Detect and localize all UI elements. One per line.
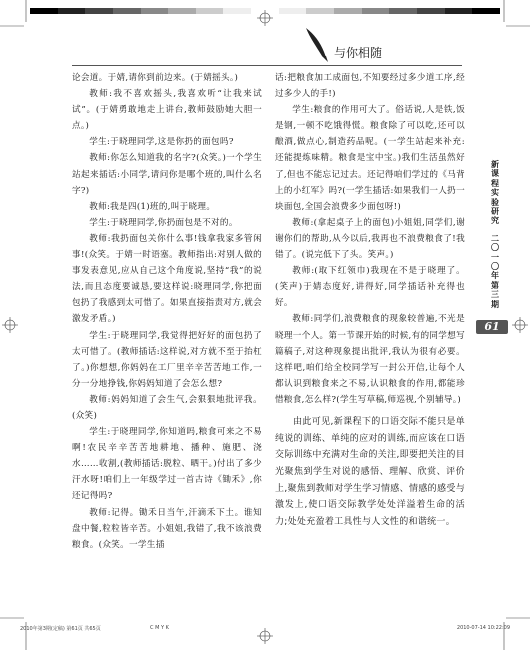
print-footer — [20, 625, 510, 632]
left-column — [72, 70, 262, 553]
journal-sidebar-title — [488, 160, 502, 309]
paragraph: 学生:于晓理同学,我觉得把好好的面包扔了太可惜了。(教师插话:这样说,对方就不至于抬杠了。)你想想,你妈妈在工厂里辛辛苦苦地工作,一分一分地挣钱,你妈妈知道了会怎么想? — [72, 330, 262, 389]
footer-left: 2010年第3期(定稿) 第61页 共65页 — [20, 626, 101, 632]
sidebar-char: 第 — [491, 280, 499, 290]
sidebar-char: 期 — [491, 299, 499, 309]
sidebar-char: 实 — [491, 188, 499, 198]
paragraph: 学生:于晓理同学,这是你扔的面包吗? — [89, 137, 234, 148]
paragraph: 教师:记得。锄禾日当午,汗滴禾下土。谁知盘中餐,粒粒皆辛苦。小姐姐,我错了,我不该浪费粮食。(众笑。一学生插 — [72, 507, 262, 550]
sidebar-char: 年 — [491, 271, 499, 281]
paragraph: 论会道。于婧,请你到前边来。(于婧摇头。) — [72, 73, 239, 83]
sidebar-char — [488, 226, 502, 234]
paragraph: 教师:妈妈知道了会生气,会狠狠地批评我。(众笑) — [72, 394, 262, 421]
sidebar-char: 课 — [491, 169, 499, 179]
sidebar-char: 究 — [491, 216, 499, 226]
paragraph: 教师:我不喜欢摇头,我喜欢听“让我来试试”。(于婧勇敢地走上讲台,教师鼓励她大胆一点。) — [72, 89, 262, 132]
footer-color-marks: C M Y K — [150, 625, 169, 631]
brush-pen-icon — [302, 26, 334, 64]
paragraph: 话:把粮食加工成面包,不知要经过多少道工序,经过多少人的手!) — [275, 73, 465, 100]
sidebar-char: 一 — [491, 252, 499, 262]
sidebar-char: 研 — [491, 207, 499, 217]
footer-timestamp: 2010-07-14 10:22:09 — [456, 625, 510, 631]
right-column — [275, 70, 465, 531]
paragraph: 教师:(拿起桌子上的面包)小姐姐,同学们,谢谢你们的帮助,从今以后,我再也不浪费粮食了!我错了。(说完低下了头。笑声。) — [275, 217, 465, 261]
paragraph: 教师:我是四(1)班的,叫于晓理。 — [89, 201, 216, 212]
paragraph: 教师:(取下红领巾)我现在不是于晓理了。(笑声)于婧态度好,讲得好,同学插话补充得也好。 — [275, 266, 465, 309]
paragraph: 学生:于晓理同学,你扔面包是不对的。 — [89, 217, 238, 228]
page-number: 61 — [476, 320, 508, 334]
paragraph: 学生:粮食的作用可大了。俗话说,人是铁,饭是钢,一顿不吃饿得慌。粮食除了可以吃,还可以酿酒,做点心,制造药品呢。(一学生站起来补充:还能提炼味精。粮食是宝中宝。)我们生活虽然好了,但也不能忘记过去。还记得咱们学过的《马背上的小红军》吗?(一学生插话:如果我们一人扔一块面包,全国会浪费多少面包呀!) — [275, 105, 465, 212]
paragraph: 教师:你怎么知道我的名字?(众笑。)一个学生站起来插话:小同学,请问你是哪个班的,叫什么名字?) — [72, 153, 262, 196]
sidebar-char: 〇 — [491, 243, 499, 253]
sidebar-char: 二 — [491, 233, 499, 243]
paragraph: 学生:于晓理同学,你知道吗,粮食可来之不易啊!农民辛辛苦苦地耕地、播种、施肥、浇水……收割,(教师插话:脱粒、晒干。)付出了多少汗水呀!咱们上一年级学过一首古诗《锄禾》,你还记得吗? — [72, 427, 262, 502]
paragraph: 由此可见,新课程下的口语交际不能只是单纯说的训练、单纯的应对的训练,而应该在口语交际训练中充满对生命的关注,即要把关注的目光聚焦到学生对说的感悟、理解、欣赏、评价上,聚焦到教师对学生学习情感、情感的感受与激发上,使口语交际教学处处洋溢着生命的活力;处处充盈着工具性与人文性的和谐统一。 — [275, 416, 465, 528]
page-header — [72, 40, 462, 66]
paragraph: 教师:我扔面包关你什么事!钱拿我家多管闲事!(众笑。于婧一时语塞。教师指出:对别人做的事发表意见,应从自己这个角度说,坚持“我”的说法,而且态度要诚恳,要这样说:晓理同学,你把面包扔了我感到太可惜了。如果直接指责对方,就会激发矛盾。) — [72, 233, 262, 325]
sidebar-char: 新 — [491, 160, 499, 169]
sidebar-char: 三 — [491, 290, 499, 300]
header-rule — [72, 65, 462, 66]
sidebar-char: 程 — [491, 178, 499, 188]
paragraph: 教师:同学们,浪费粮食的现象较普遍,不光是晓理一个人。第一节课开始的时候,有的同学想写篇稿子,对这种现象提出批评,我认为很有必要。这样吧,咱们给全校同学写一封公开信,让每个人都认识到粮食来之不易,认识粮食的作用,都能珍惜粮食,怎么样?(学生写草稿,师巡视,个别辅导。) — [275, 314, 465, 405]
sidebar-char: 〇 — [491, 262, 499, 272]
header-title: 与你相随 — [334, 46, 383, 60]
sidebar-char: 验 — [491, 197, 499, 207]
